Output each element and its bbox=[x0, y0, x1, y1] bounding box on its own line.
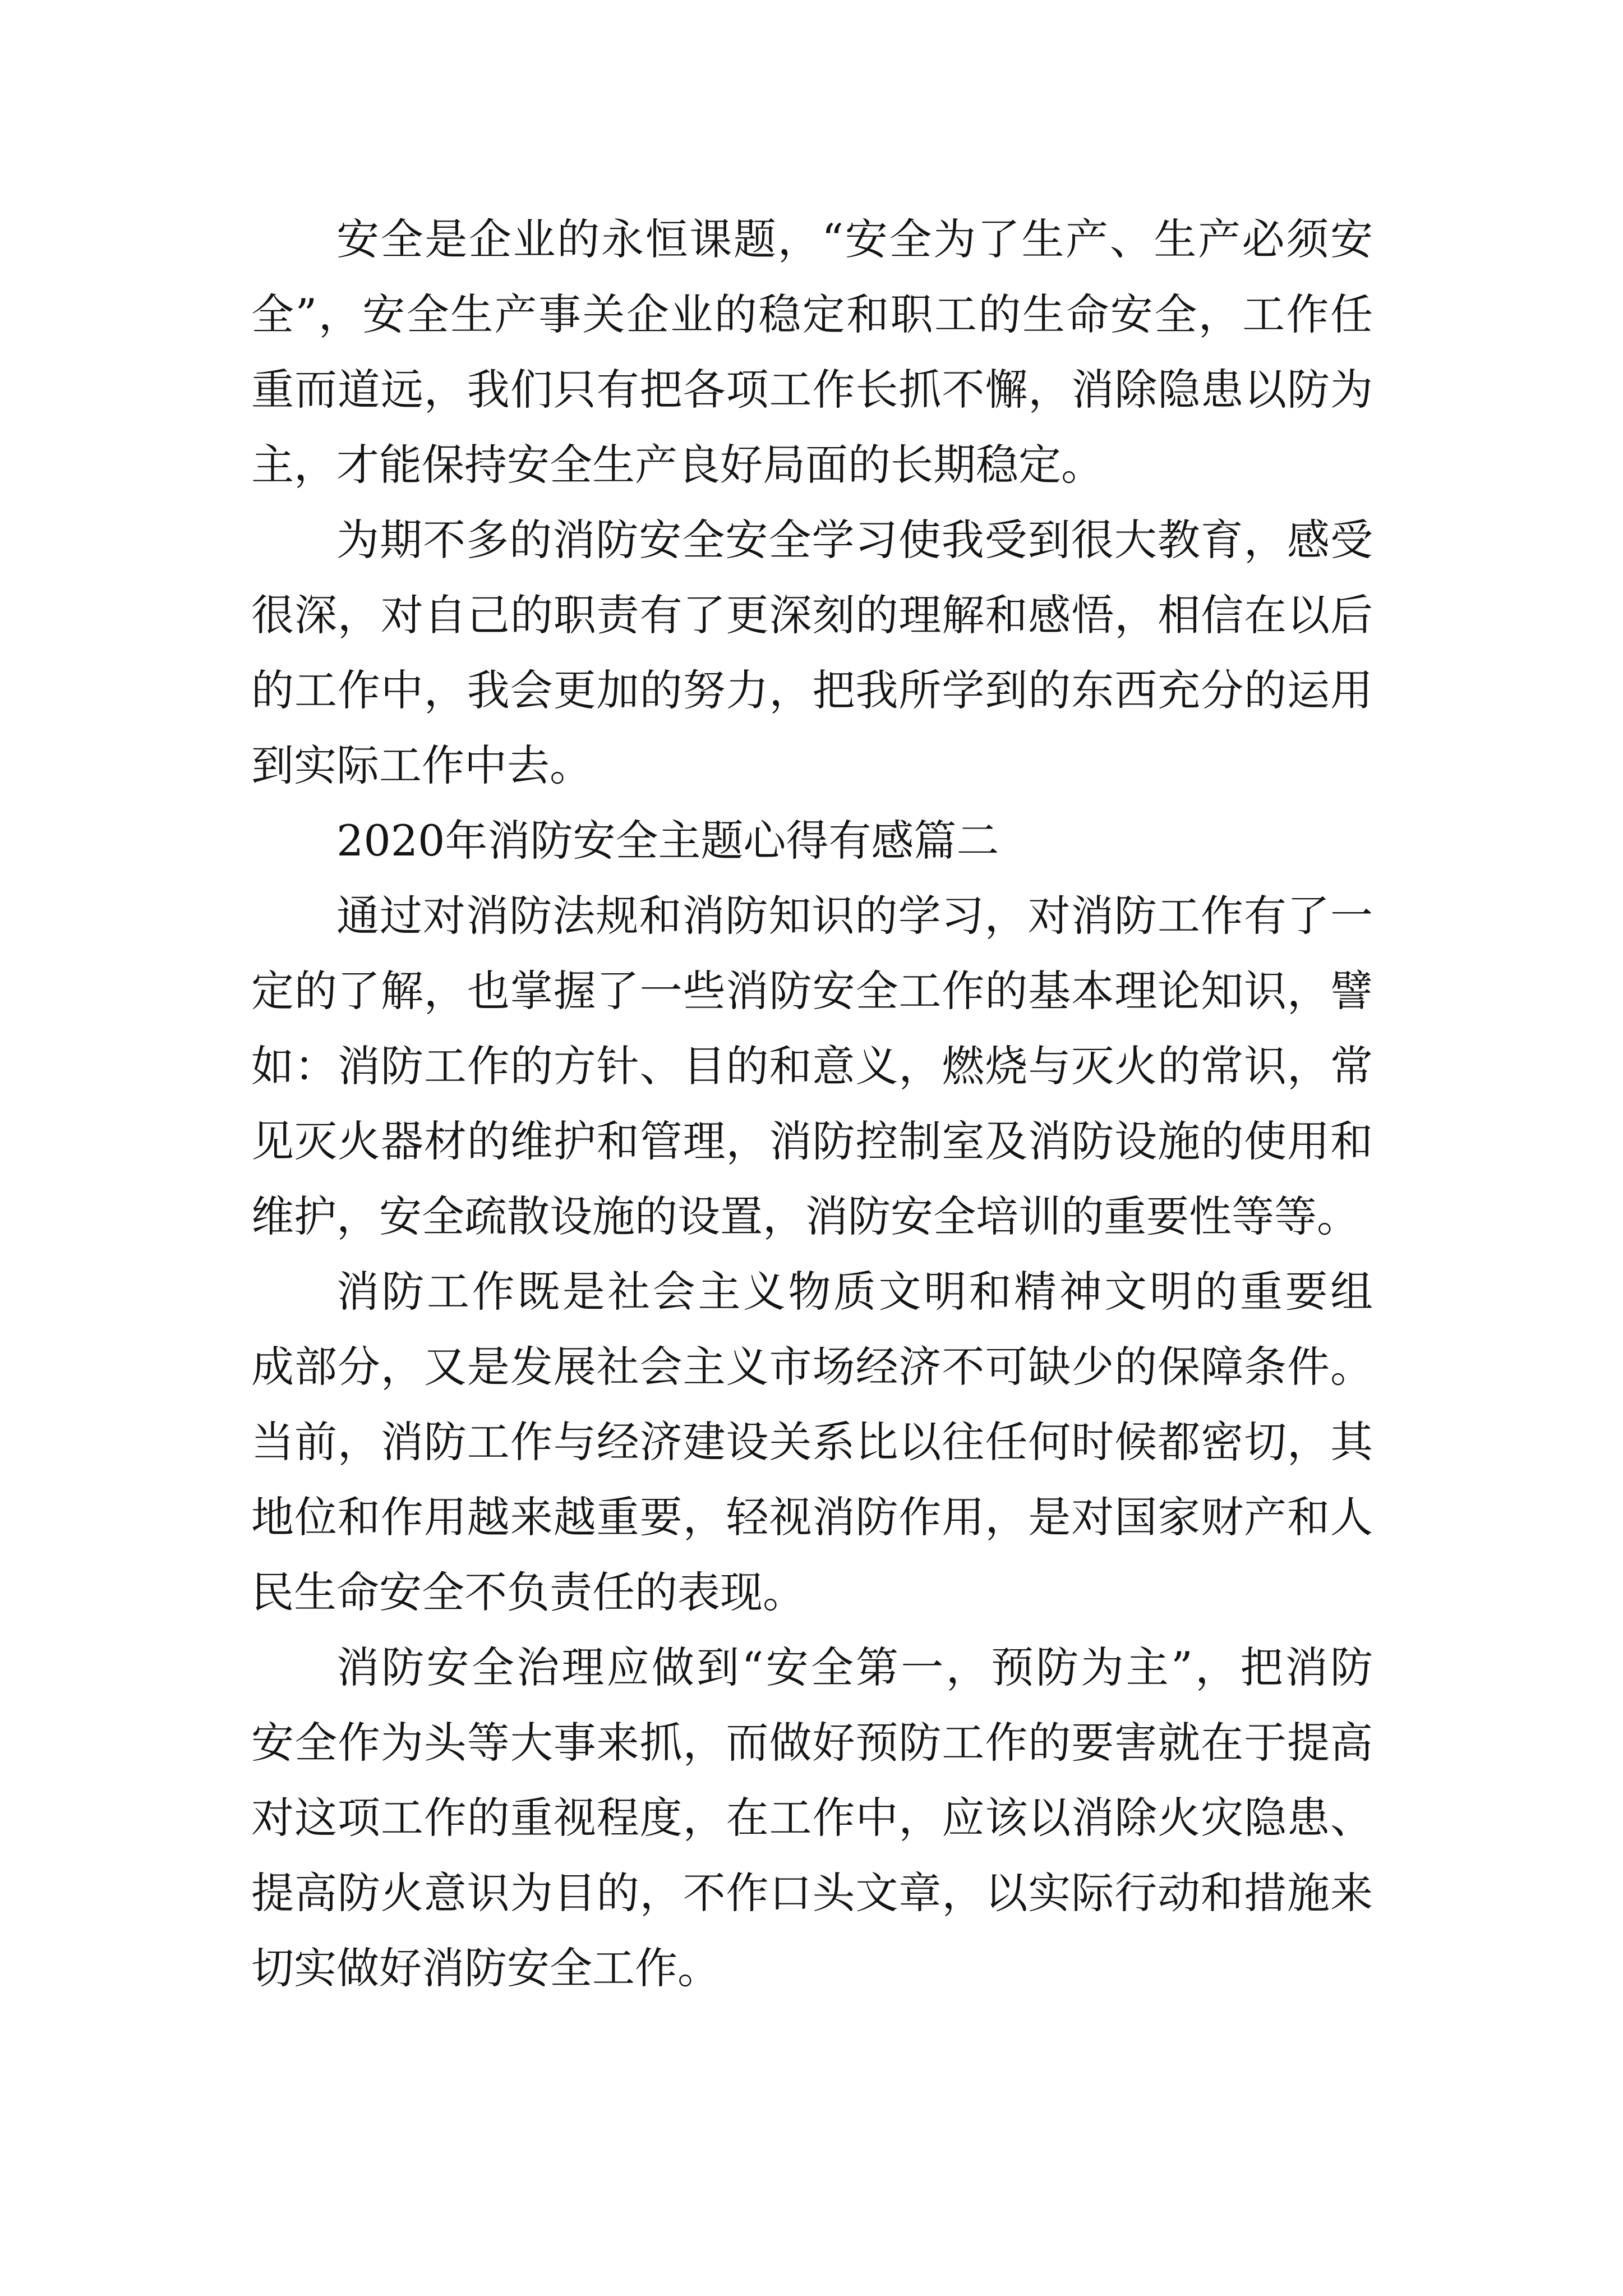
paragraph-line: 定的了解，也掌握了一些消防安全工作的基本理论知识，譬 bbox=[251, 966, 1373, 1016]
paragraph-line: 为期不多的消防安全安全学习使我受到很大教育，感受 bbox=[336, 515, 1373, 565]
paragraph-line: 见灭火器材的维护和管理，消防控制室及消防设施的使用和 bbox=[251, 1116, 1373, 1166]
paragraph-line: 对这项工作的重视程度，在工作中，应该以消除火灾隐患、 bbox=[251, 1793, 1373, 1843]
paragraph-line: 到实际工作中去。 bbox=[251, 740, 592, 790]
paragraph-line: 民生命安全不负责任的表现。 bbox=[251, 1567, 805, 1617]
paragraph-line: 消防工作既是社会主义物质文明和精神文明的重要组 bbox=[336, 1267, 1373, 1317]
paragraph-line: 消防安全治理应做到“安全第一，预防为主”，把消防 bbox=[336, 1642, 1373, 1692]
paragraph-line: 提高防火意识为目的，不作口头文章，以实际行动和措施来 bbox=[251, 1868, 1373, 1918]
paragraph-line: 如：消防工作的方针、目的和意义，燃烧与灭火的常识，常 bbox=[251, 1041, 1373, 1091]
paragraph-5 bbox=[251, 1630, 1373, 2006]
paragraph-line: 很深，对自己的职责有了更深刻的理解和感悟，相信在以后 bbox=[251, 590, 1373, 640]
paragraph-line: 安全作为头等大事来抓，而做好预防工作的要害就在于提高 bbox=[251, 1718, 1373, 1768]
paragraph-line: 当前，消防工作与经济建设关系比以往任何时候都密切，其 bbox=[251, 1417, 1373, 1467]
paragraph-line: 安全是企业的永恒课题，“安全为了生产、生产必须安 bbox=[336, 214, 1373, 264]
paragraph-line: 的工作中，我会更加的努力，把我所学到的东西充分的运用 bbox=[251, 665, 1373, 715]
paragraph-line: 主，才能保持安全生产良好局面的长期稳定。 bbox=[251, 440, 1104, 490]
section-heading: 2020年消防安全主题心得有感篇二 bbox=[336, 816, 999, 866]
paragraph-line: 成部分，又是发展社会主义市场经济不可缺少的保障条件。 bbox=[251, 1342, 1373, 1392]
paragraph-line: 切实做好消防安全工作。 bbox=[251, 1943, 720, 1993]
paragraph-3 bbox=[251, 878, 1373, 1254]
paragraph-line: 通过对消防法规和消防知识的学习，对消防工作有了一 bbox=[336, 891, 1373, 941]
paragraph-4 bbox=[251, 1254, 1373, 1630]
paragraph-1 bbox=[251, 202, 1373, 503]
paragraph-line: 维护，安全疏散设施的设置，消防安全培训的重要性等等。 bbox=[251, 1191, 1359, 1241]
paragraph-2 bbox=[251, 503, 1373, 803]
paragraph-line: 重而道远，我们只有把各项工作长抓不懈，消除隐患以防为 bbox=[251, 365, 1373, 415]
paragraph-line: 地位和作用越来越重要，轻视消防作用，是对国家财产和人 bbox=[251, 1492, 1373, 1542]
paragraph-line: 全”，安全生产事关企业的稳定和职工的生命安全，工作任 bbox=[251, 289, 1373, 339]
document-body bbox=[251, 202, 1373, 2006]
